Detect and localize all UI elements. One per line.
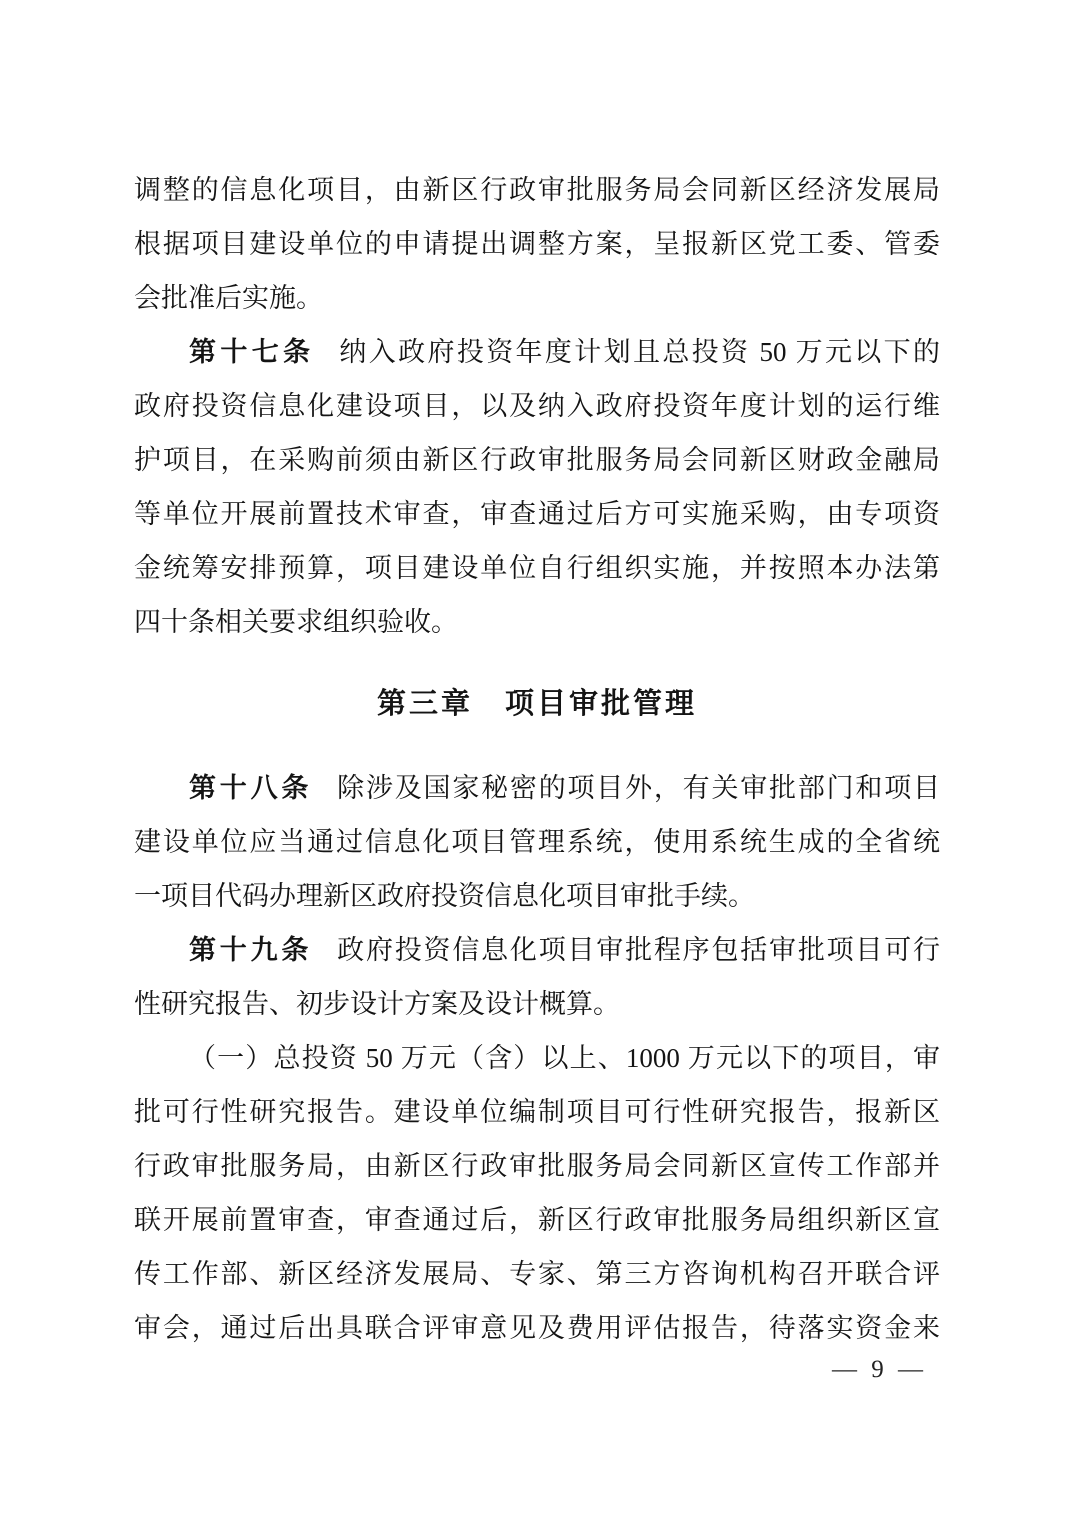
paragraph-continuation [134,163,940,325]
text-line: 批可行性研究报告。建设单位编制项目可行性研究报告，报新区 [134,1097,940,1127]
text-line: （一）总投资 50 万元（含）以上、1000 万元以下的项目，审 [189,1043,940,1073]
text-line: 根据项目建设单位的申请提出调整方案，呈报新区党工委、管委 [134,229,940,259]
text-line: 一项目代码办理新区政府投资信息化项目审批手续。 [134,881,755,911]
text-line: 调整的信息化项目，由新区行政审批服务局会同新区经济发展局 [134,175,940,205]
article-18-label: 第十八条 [189,773,313,803]
text-line: 传工作部、新区经济发展局、专家、第三方咨询机构召开联合评 [134,1259,940,1289]
text-line: 政府投资信息化建设项目，以及纳入政府投资年度计划的运行维 [134,391,940,421]
article-18-text: 除涉及国家秘密的项目外，有关审批部门和项目 [337,773,940,803]
article-19-label: 第十九条 [189,935,313,965]
article-17-label: 第十七条 [189,337,315,367]
text-line: 金统筹安排预算，项目建设单位自行组织实施，并按照本办法第 [134,553,940,583]
text-line [134,761,940,815]
text-line: 联开展前置审查，审查通过后，新区行政审批服务局组织新区宣 [134,1205,940,1235]
article-17 [134,325,940,649]
article-19-text: 政府投资信息化项目审批程序包括审批项目可行 [337,935,940,965]
text-line: 四十条相关要求组织验收。 [134,607,458,637]
article-19 [134,923,940,1031]
text-line: 建设单位应当通过信息化项目管理系统，使用系统生成的全省统 [134,827,940,857]
article-17-text: 纳入政府投资年度计划且总投资 50 万元以下的 [339,337,940,367]
article-18 [134,761,940,923]
text-line: 行政审批服务局，由新区行政审批服务局会同新区宣传工作部并 [134,1151,940,1181]
text-line [134,325,940,379]
text-line: 审会，通过后出具联合评审意见及费用评估报告，待落实资金来 [134,1313,940,1343]
text-line: 等单位开展前置技术审查，审查通过后方可实施采购，由专项资 [134,499,940,529]
chapter-3-heading: 第三章 项目审批管理 [376,688,697,720]
text-line: 性研究报告、初步设计方案及设计概算。 [134,989,620,1019]
document-body [134,163,940,1355]
clause-item-one [134,1031,940,1355]
text-line [134,923,940,977]
text-line: 会批准后实施。 [134,283,323,313]
text-line: 护项目，在采购前须由新区行政审批服务局会同新区财政金融局 [134,445,940,475]
page-number: — 9 — [832,1356,927,1383]
